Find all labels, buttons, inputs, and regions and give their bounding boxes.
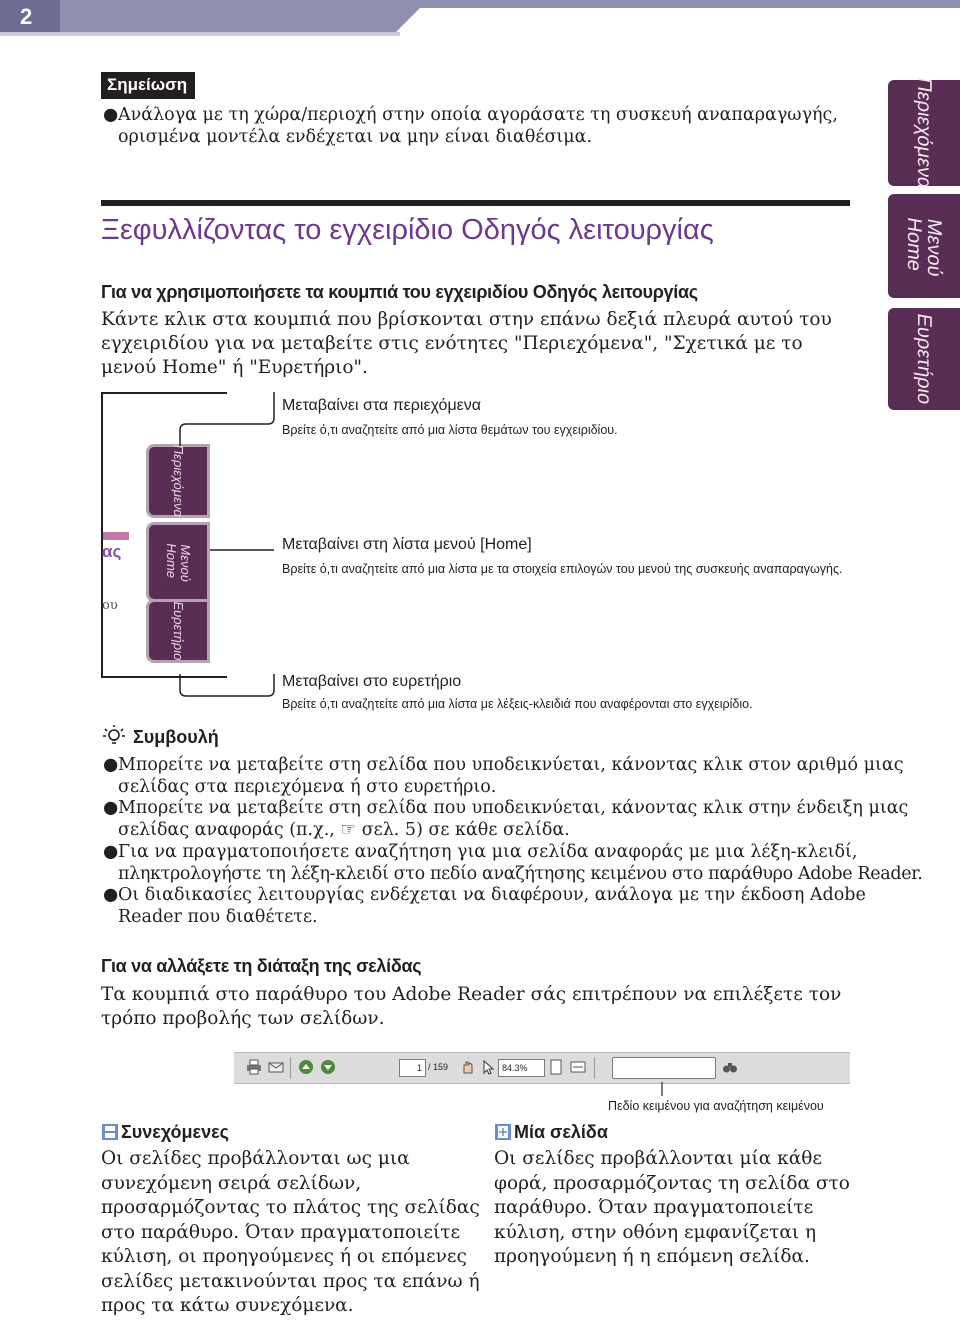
single-l4: κύλιση, στην οθόνη εμφανίζεται η xyxy=(494,1221,817,1243)
hand-pointer-icon: ☞ xyxy=(340,820,357,840)
buttons-line3: μενού Home" ή "Ευρετήριο". xyxy=(101,357,368,378)
tip-b2-line2-pre: σελίδας αναφοράς (π.χ., xyxy=(118,820,335,840)
buttons-line1: Κάντε κλικ στα κουμπιά που βρίσκονται στην επάνω δεξιά πλευρά αυτού του xyxy=(101,309,832,330)
search-field-caption: Πεδίο κειμένου για αναζήτηση κειμένου xyxy=(608,1099,824,1113)
single-l2: φορά, προσαρμόζοντας τη σελίδα στο xyxy=(494,1172,850,1194)
tip-b1-line1: Μπορείτε να μεταβείτε στη σελίδα που υποδεικνύεται, κάνοντας κλικ στον αριθμό μιας xyxy=(118,755,904,775)
tip-b3-line2: πληκτρολογήστε τη λέξη-κλειδί στο πεδίο αναζήτησης κειμένου στο παράθυρο Adobe Reader. xyxy=(118,864,923,884)
continuous-l1: Οι σελίδες προβάλλονται ως μια xyxy=(101,1148,410,1169)
callout-menu-heading: Μεταβαίνει στη λίστα μενού [Home] xyxy=(282,536,532,553)
layout-heading: Για να αλλάξετε τη διάταξη της σελίδας xyxy=(101,956,422,976)
note-line1: Ανάλογα με τη χώρα/περιοχή στην οποία αγοράσατε τη συσκευή αναπαραγωγής, xyxy=(118,105,838,125)
page-number-input[interactable]: 1 xyxy=(399,1059,426,1077)
tip-b4-line1: Οι διαδικασίες λειτουργίας ενδέχεται να διαφέρουν, ανάλογα με την έκδοση Adobe xyxy=(118,885,866,905)
single-page-description xyxy=(494,1147,850,1270)
callout-contents-sub: Βρείτε ό,τι αναζητείτε από μια λίστα θεμάτων του εγχειριδίου. xyxy=(282,423,618,437)
buttons-heading: Για να χρησιμοποιήσετε τα κουμπιά του εγχειριδίου Οδηγός λειτουργίας xyxy=(101,282,698,302)
continuous-l3: προσαρμόζοντας το πλάτος της σελίδας xyxy=(101,1197,480,1218)
single-l1: Οι σελίδες προβάλλονται μία κάθε xyxy=(494,1148,822,1169)
illus-fragment-title: ας xyxy=(102,542,122,561)
layout-line1: Τα κουμπιά στο παράθυρο του Adobe Reader σάς επιτρέπουν να επιλέξετε τον xyxy=(101,984,842,1005)
buttons-line2: εγχειριδίου για να μεταβείτε στις ενότητες "Περιεχόμενα", "Σχετικά με το xyxy=(101,333,803,354)
single-l3: παράθυρο. Όταν πραγματοποιείτε xyxy=(494,1197,814,1218)
illus-fragment-text: ου xyxy=(102,598,118,613)
bullet-dot: ● xyxy=(103,842,119,862)
bullet-dot: ● xyxy=(103,755,119,775)
tab-menu-line1: Μενού xyxy=(923,217,945,279)
single-page-view-icon[interactable] xyxy=(494,1123,512,1141)
single-page-title xyxy=(494,1122,608,1143)
note-line2: ορισμένα μοντέλα ενδέχεται να μην είναι διαθέσιμα. xyxy=(118,127,593,147)
illus-tab-contents-label: Περιεχόμενα xyxy=(171,443,186,519)
illus-tab-index-label: Ευρετήριο xyxy=(171,600,186,662)
continuous-view-icon[interactable] xyxy=(101,1123,119,1141)
tip-b2-line1: Μπορείτε να μεταβείτε στη σελίδα που υποδεικνύεται, κάνοντας κλικ στην ένδειξη μιας xyxy=(118,798,909,818)
callout-index-heading: Μεταβαίνει στο ευρετήριο xyxy=(282,673,462,690)
continuous-l2: συνεχόμενη σειρά σελίδων, xyxy=(101,1172,362,1194)
layout-line2: τρόπο προβολής των σελίδων. xyxy=(101,1008,385,1029)
callout-index-sub: Βρείτε ό,τι αναζητείτε από μια λίστα με λέξεις-κλειδιά που αναφέρονται στο εγχειρίδιο. xyxy=(282,697,753,711)
tab-index-label: Ευρετήριο xyxy=(913,311,935,407)
tip-b4-line2: Reader που διαθέτετε. xyxy=(118,907,318,927)
page-title: Ξεφυλλίζοντας το εγχειρίδιο Οδηγός λειτουργίας xyxy=(101,214,714,246)
single-page-title-text: Μία σελίδα xyxy=(514,1122,608,1142)
tip-b2-line2-post: σελ. 5) σε κάθε σελίδα. xyxy=(361,820,570,840)
continuous-l4: στο παράθυρο. Όταν πραγματοποιείτε xyxy=(101,1221,461,1243)
bullet-dot: ● xyxy=(103,105,119,125)
continuous-description xyxy=(101,1147,480,1319)
continuous-title-text: Συνεχόμενες xyxy=(121,1122,230,1142)
illus-tab-menu-line1: Μενού xyxy=(178,543,193,584)
tip-heading-text: Συμβουλή xyxy=(133,727,219,747)
tip-b1-line2: σελίδας στα περιεχόμενα ή στο ευρετήριο. xyxy=(118,777,497,797)
bullet-dot: ● xyxy=(103,798,119,818)
continuous-l7: προς τα κάτω συνεχόμενα. xyxy=(101,1295,354,1316)
zoom-field[interactable]: 84.3% xyxy=(498,1059,545,1077)
continuous-title xyxy=(101,1122,229,1143)
note-badge: Σημείωση xyxy=(101,72,195,99)
single-l5: προηγούμενη ή η επόμενη σελίδα. xyxy=(494,1246,810,1267)
page-total: / 159 xyxy=(428,1062,449,1072)
callout-menu-sub: Βρείτε ό,τι αναζητείτε από μια λίστα με τα στοιχεία επιλογών του μενού της συσκευής αναπαραγωγής. xyxy=(282,562,843,576)
page-number[interactable]: 2 xyxy=(20,4,33,29)
bullet-dot: ● xyxy=(103,885,119,905)
callout-contents-heading: Μεταβαίνει στα περιεχόμενα xyxy=(282,397,482,414)
tab-contents-label: Περιεχόμενα xyxy=(913,75,935,191)
tab-menu-line2: Home xyxy=(903,215,925,273)
continuous-l6: σελίδες μετακινούνται προς τα επάνω ή xyxy=(101,1270,480,1292)
illus-tab-menu-line2: Home xyxy=(164,542,179,580)
tip-b3-line1: Για να πραγματοποιήσετε αναζήτηση για μια σελίδα αναφοράς με μια λέξη-κλειδί, xyxy=(118,842,858,862)
continuous-l5: κύλιση, οι προηγούμενες ή οι επόμενες xyxy=(101,1246,467,1267)
